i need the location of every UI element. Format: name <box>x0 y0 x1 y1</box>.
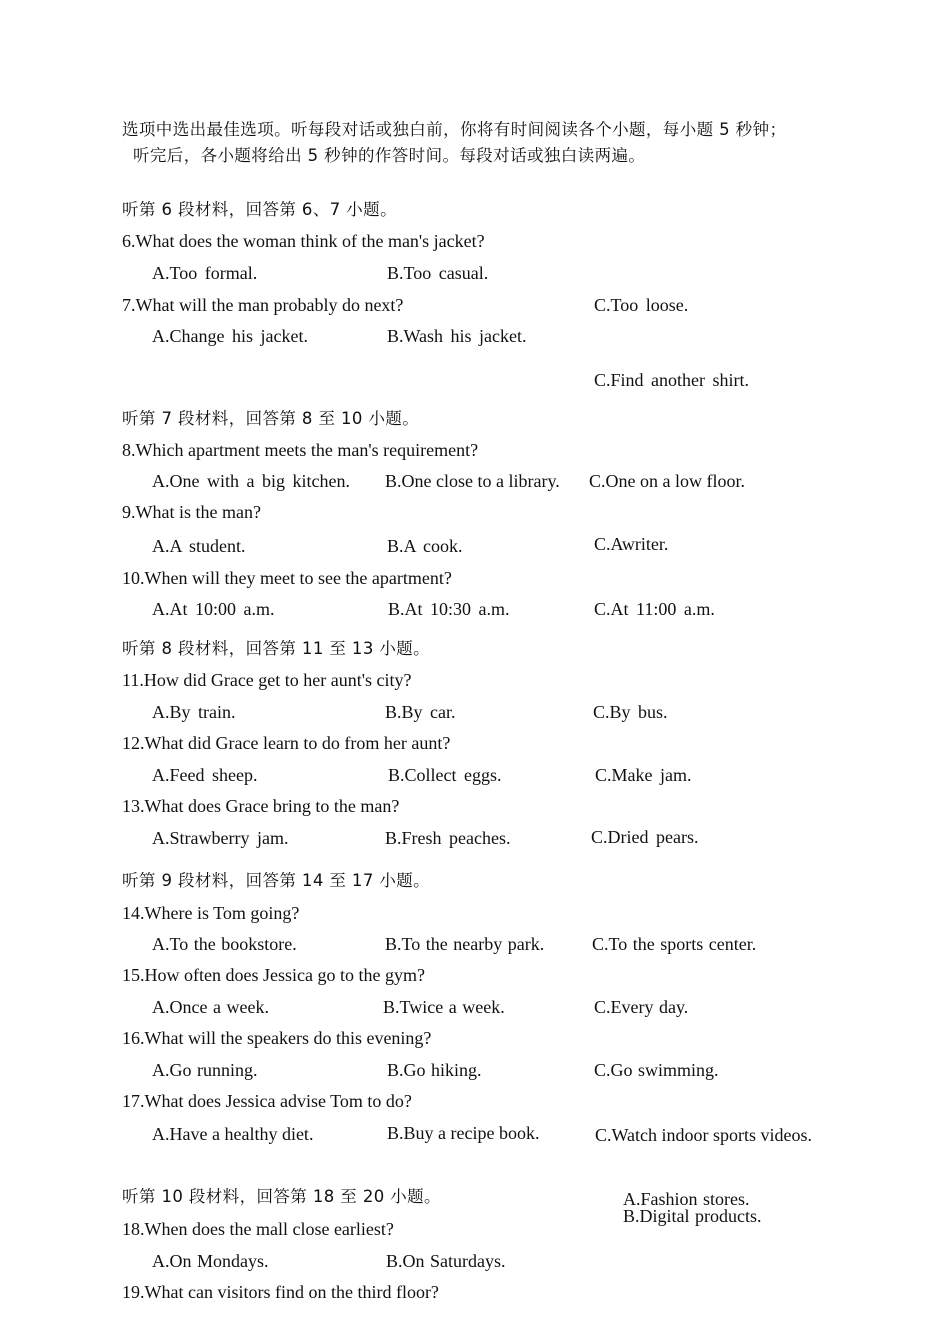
question-18: 18.When does the mall close earliest? <box>122 1219 394 1239</box>
option-a: A.By train. <box>152 702 236 722</box>
option-c: C.Every day. <box>594 997 689 1017</box>
option-b: B.Wash his jacket. <box>387 326 527 346</box>
option-b: B.On Saturdays. <box>386 1251 506 1271</box>
option-a: A.Too formal. <box>152 263 258 283</box>
option-c: C.To the sports center. <box>592 934 757 954</box>
option-b: B.Too casual. <box>387 263 489 283</box>
option-c: C.Find another shirt. <box>594 370 749 390</box>
option-a: A.Change his jacket. <box>152 326 308 346</box>
question-9: 9.What is the man? <box>122 502 261 522</box>
question-12: 12.What did Grace learn to do from her aunt? <box>122 733 451 753</box>
option-c: C.Make jam. <box>595 765 692 785</box>
option-a: A.A student. <box>152 536 246 556</box>
option-a: A.One with a big kitchen. <box>152 471 350 491</box>
option-c: C.Watch indoor sports videos. <box>595 1125 813 1145</box>
option-c: C.One on a low floor. <box>589 471 745 491</box>
option-a: A.Feed sheep. <box>152 765 258 785</box>
option-b: B.At 10:30 a.m. <box>388 599 510 619</box>
question-11: 11.How did Grace get to her aunt's city? <box>122 670 412 690</box>
option-b: B.A cook. <box>387 536 463 556</box>
option-c: C.Awriter. <box>594 534 669 554</box>
option-b: B.Twice a week. <box>383 997 505 1017</box>
option-b: B.Go hiking. <box>387 1060 482 1080</box>
option-c: C.Go swimming. <box>594 1060 719 1080</box>
section-header: 听第 7 段材料，回答第 8 至 10 小题。 <box>122 409 420 428</box>
option-a: A.To the bookstore. <box>152 934 297 954</box>
option-a: A.At 10:00 a.m. <box>152 599 275 619</box>
question-7: 7.What will the man probably do next? <box>122 295 404 315</box>
section-header: 听第 10 段材料，回答第 18 至 20 小题。 <box>122 1187 441 1206</box>
option-a: A.Have a healthy diet. <box>152 1124 314 1144</box>
option-b: B.One close to a library. <box>385 471 560 491</box>
question-15: 15.How often does Jessica go to the gym? <box>122 965 425 985</box>
option-a: A.Once a week. <box>152 997 269 1017</box>
question-19: 19.What can visitors find on the third floor? <box>122 1282 439 1302</box>
option-b: B.Buy a recipe book. <box>387 1123 540 1143</box>
option-b: B.By car. <box>385 702 456 722</box>
section-header: 听第 9 段材料，回答第 14 至 17 小题。 <box>122 871 431 890</box>
question-17: 17.What does Jessica advise Tom to do? <box>122 1091 412 1111</box>
option-b: B.Fresh peaches. <box>385 828 511 848</box>
question-10: 10.When will they meet to see the apartment? <box>122 568 452 588</box>
option-c: C.Dried pears. <box>591 827 699 847</box>
question-16: 16.What will the speakers do this evening? <box>122 1028 432 1048</box>
question-13: 13.What does Grace bring to the man? <box>122 796 400 816</box>
option-a: A.On Mondays. <box>152 1251 269 1271</box>
section-header: 听第 6 段材料，回答第 6、7 小题。 <box>122 200 397 219</box>
intro-line-1: 选项中选出最佳选项。听每段对话或独白前，你将有时间阅读各个小题，每小题 5 秒钟； <box>122 120 787 139</box>
question-14: 14.Where is Tom going? <box>122 903 300 923</box>
option-a: A.Fashion stores. <box>623 1189 750 1209</box>
section-header: 听第 8 段材料，回答第 11 至 13 小题。 <box>122 639 431 658</box>
option-a: A.Strawberry jam. <box>152 828 289 848</box>
question-6: 6.What does the woman think of the man's jacket? <box>122 231 485 251</box>
option-b: B.Collect eggs. <box>388 765 502 785</box>
intro-line-2: 听完后，各小题将给出 5 秒钟的作答时间。每段对话或独白读两遍。 <box>133 146 646 165</box>
option-b: B.Digital products. <box>623 1206 762 1226</box>
option-a: A.Go running. <box>152 1060 258 1080</box>
question-8: 8.Which apartment meets the man's requirement? <box>122 440 479 460</box>
option-c: C.At 11:00 a.m. <box>594 599 715 619</box>
option-c: C.Too loose. <box>594 295 689 315</box>
option-b: B.To the nearby park. <box>385 934 545 954</box>
option-c: C.By bus. <box>593 702 668 722</box>
